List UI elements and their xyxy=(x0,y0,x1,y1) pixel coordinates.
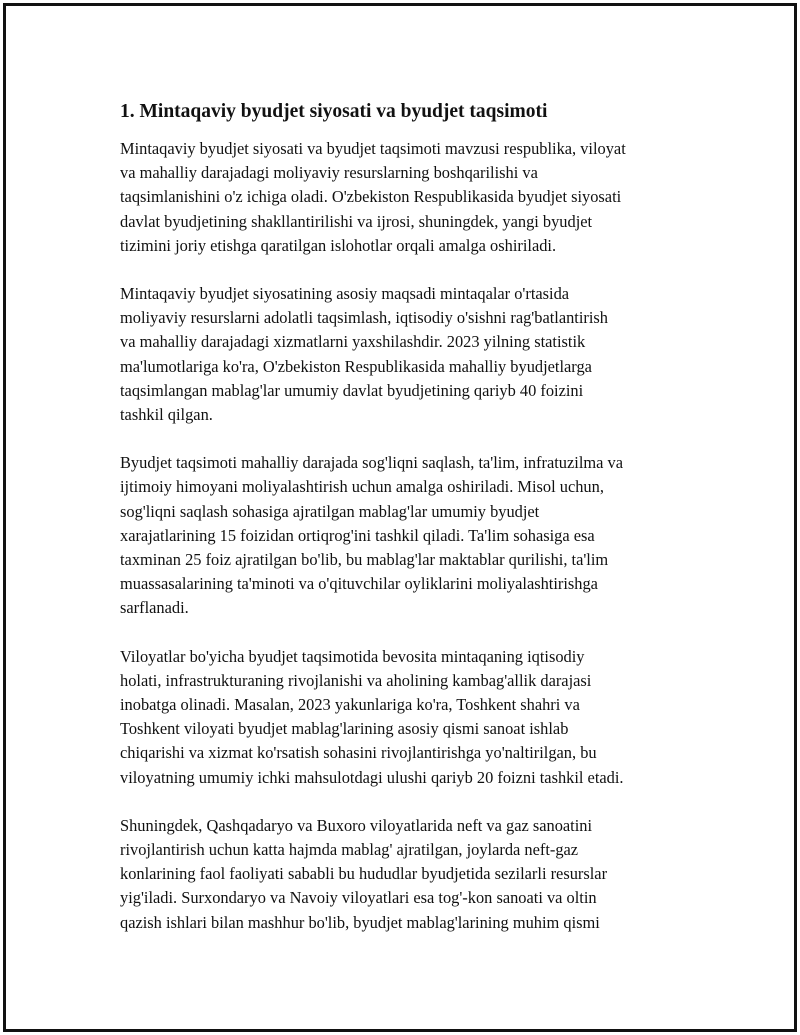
text-line: xarajatlarining 15 foizidan ortiqrog'ini tashkil qiladi. Ta'lim sohasiga esa xyxy=(120,525,595,545)
text-line: sog'liqni saqlash sohasiga ajratilgan mablag'lar umumiy byudjet xyxy=(120,501,540,521)
paragraph-list xyxy=(120,137,700,935)
text-line: chiqarishi va xizmat ko'rsatish sohasini rivojlantirishga yo'naltirilgan, bu xyxy=(120,743,597,763)
paragraph xyxy=(120,137,700,258)
text-line: ijtimoiy himoyani moliyalashtirish uchun amalga oshiriladi. Misol uchun, xyxy=(120,477,604,497)
text-line: tizimini joriy etishga qaratilgan islohotlar orqali amalga oshiriladi. xyxy=(120,235,557,255)
text-line: viloyatning umumiy ichki mahsulotdagi ulushi qariyb 20 foizni tashkil etadi. xyxy=(120,767,624,787)
text-line: Byudjet taqsimoti mahalliy darajada sog'liqni saqlash, ta'lim, infratuzilma va xyxy=(120,453,623,473)
paragraph xyxy=(120,282,700,427)
text-line: inobatga olinadi. Masalan, 2023 yakunlariga ko'ra, Toshkent shahri va xyxy=(120,695,580,715)
paragraph xyxy=(120,814,700,935)
text-line: Mintaqaviy byudjet siyosati va byudjet taqsimoti mavzusi respublika, viloyat xyxy=(120,139,626,158)
text-line: holati, infrastrukturaning rivojlanishi va aholining kambag'allik darajasi xyxy=(120,670,592,690)
text-line: yig'iladi. Surxondaryo va Navoiy viloyatlari esa tog'-kon sanoati va oltin xyxy=(120,888,597,908)
text-line: taqsimlanishini o'z ichiga oladi. O'zbekiston Respublikasida byudjet siyosati xyxy=(120,187,622,207)
text-line: Toshkent viloyati byudjet mablag'larining asosiy qismi sanoat ishlab xyxy=(120,719,569,739)
text-line: rivojlantirish uchun katta hajmda mablag' ajratilgan, joylarda neft-gaz xyxy=(120,840,579,860)
page-frame xyxy=(3,3,797,1032)
text-line: taxminan 25 foiz ajratilgan bo'lib, bu mablag'lar maktablar qurilishi, ta'lim xyxy=(120,550,609,570)
document-body xyxy=(120,99,700,959)
text-line: qazish ishlari bilan mashhur bo'lib, byudjet mablag'larining muhim qismi xyxy=(120,912,600,932)
text-line: tashkil qilgan. xyxy=(120,405,213,425)
text-line: Shuningdek, Qashqadaryo va Buxoro viloyatlarida neft va gaz sanoatini xyxy=(120,815,593,835)
paragraph xyxy=(120,645,700,790)
text-line: taqsimlangan mablag'lar umumiy davlat byudjetining qariyb 40 foizini xyxy=(120,380,584,400)
text-line: Viloyatlar bo'yicha byudjet taqsimotida bevosita mintaqaning iqtisodiy xyxy=(120,646,585,666)
text-line: konlarining faol faoliyati sababli bu hududlar byudjetida sezilarli resurslar xyxy=(120,864,608,884)
paragraph xyxy=(120,451,700,620)
text-line: va mahalliy darajadagi xizmatlarni yaxshilashdir. 2023 yilning statistik xyxy=(120,332,586,352)
text-line: muassasalarining ta'minoti va o'qituvchilar oyliklarini moliyalashtirishga xyxy=(120,574,598,594)
text-line: Mintaqaviy byudjet siyosatining asosiy maqsadi mintaqalar o'rtasida xyxy=(120,284,570,304)
text-line: davlat byudjetining shakllantirilishi va ijrosi, shuningdek, yangi byudjet xyxy=(120,211,593,231)
text-line: sarflanadi. xyxy=(120,598,189,618)
text-line: ma'lumotlariga ko'ra, O'zbekiston Respublikasida mahalliy byudjetlarga xyxy=(120,356,592,376)
section-heading: 1. Mintaqaviy byudjet siyosati va byudjet taqsimoti xyxy=(120,101,548,122)
text-line: va mahalliy darajadagi moliyaviy resurslarning boshqarilishi va xyxy=(120,163,538,183)
text-line: moliyaviy resurslarni adolatli taqsimlash, iqtisodiy o'sishni rag'batlantirish xyxy=(120,308,608,328)
